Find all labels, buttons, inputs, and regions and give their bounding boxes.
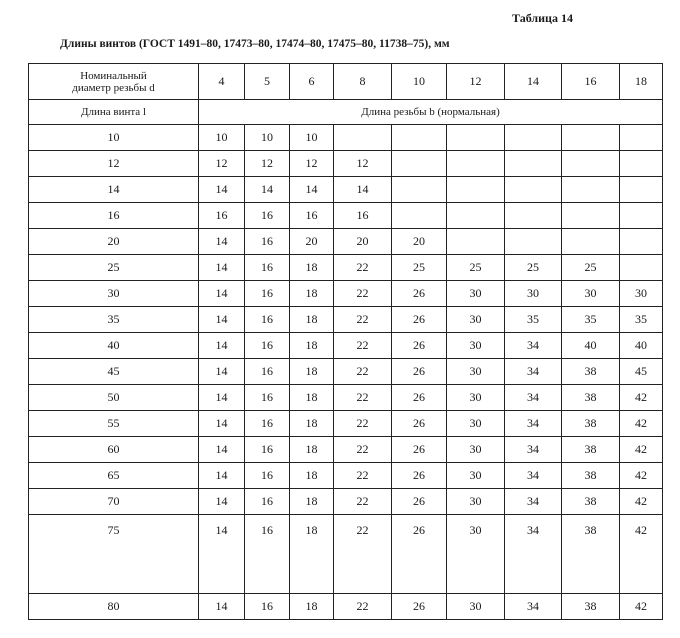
diameter-cell: 5: [245, 64, 290, 100]
thread-length-cell: 16: [334, 203, 392, 229]
table-row: [29, 489, 663, 515]
screw-length-table: [28, 63, 663, 620]
screw-length-cell: 50: [29, 385, 199, 411]
thread-length-cell: [447, 125, 505, 151]
thread-length-cell: 38: [562, 437, 620, 463]
thread-length-cell: [620, 255, 663, 281]
table-row: [29, 307, 663, 333]
thread-length-cell: 14: [199, 463, 245, 489]
screw-length-cell: 25: [29, 255, 199, 281]
thread-length-cell: 30: [562, 281, 620, 307]
thread-length-cell: 42: [620, 489, 663, 515]
thread-length-cell: 10: [199, 125, 245, 151]
diameter-cell: 14: [505, 64, 562, 100]
thread-length-cell: 14: [199, 281, 245, 307]
thread-length-cell: 42: [620, 594, 663, 620]
header-row-labels: [29, 100, 663, 125]
thread-length-cell: 34: [505, 385, 562, 411]
thread-length-cell: [392, 125, 447, 151]
thread-length-cell: 10: [245, 125, 290, 151]
thread-length-cell: 22: [334, 411, 392, 437]
thread-length-cell: 18: [290, 463, 334, 489]
thread-length-cell: 34: [505, 489, 562, 515]
screw-length-cell: 80: [29, 594, 199, 620]
thread-length-cell: 14: [245, 177, 290, 203]
thread-length-cell: 12: [199, 151, 245, 177]
diameter-cell: 8: [334, 64, 392, 100]
thread-length-cell: 40: [620, 333, 663, 359]
table-row: [29, 281, 663, 307]
thread-length-cell: 16: [245, 515, 290, 594]
thread-length-cell: 16: [245, 281, 290, 307]
thread-length-cell: 22: [334, 463, 392, 489]
thread-length-cell: 30: [447, 385, 505, 411]
thread-length-cell: 22: [334, 281, 392, 307]
thread-length-cell: 18: [290, 515, 334, 594]
thread-length-cell: 34: [505, 359, 562, 385]
table-row: [29, 411, 663, 437]
diameter-cell: 4: [199, 64, 245, 100]
screw-length-cell: 20: [29, 229, 199, 255]
thread-length-cell: 22: [334, 437, 392, 463]
thread-length-cell: 45: [620, 359, 663, 385]
thread-length-cell: 14: [199, 489, 245, 515]
thread-length-cell: 30: [447, 463, 505, 489]
thread-length-cell: 18: [290, 385, 334, 411]
table-row: [29, 229, 663, 255]
thread-length-cell: 14: [199, 411, 245, 437]
thread-length-cell: 18: [290, 489, 334, 515]
thread-length-cell: 35: [505, 307, 562, 333]
table-row: [29, 594, 663, 620]
thread-length-cell: 38: [562, 463, 620, 489]
table-row: [29, 125, 663, 151]
thread-length-header-label: Длина резьбы b (нормальная): [199, 100, 663, 125]
thread-length-cell: 16: [245, 463, 290, 489]
thread-length-cell: 18: [290, 411, 334, 437]
thread-length-cell: 12: [245, 151, 290, 177]
thread-length-cell: [447, 229, 505, 255]
thread-length-cell: 14: [199, 255, 245, 281]
table-row: [29, 203, 663, 229]
diameter-cell: 18: [620, 64, 663, 100]
thread-length-cell: 38: [562, 515, 620, 594]
thread-length-cell: 25: [562, 255, 620, 281]
thread-length-cell: 14: [199, 515, 245, 594]
thread-length-cell: 18: [290, 307, 334, 333]
screw-length-cell: 55: [29, 411, 199, 437]
length-header-label: Длина винта l: [29, 100, 199, 125]
thread-length-cell: 38: [562, 385, 620, 411]
thread-length-cell: 25: [447, 255, 505, 281]
diameter-header-label: [29, 64, 199, 100]
screw-length-cell: 30: [29, 281, 199, 307]
thread-length-cell: [505, 151, 562, 177]
thread-length-cell: 18: [290, 437, 334, 463]
screw-length-cell: 65: [29, 463, 199, 489]
thread-length-cell: [392, 151, 447, 177]
thread-length-cell: 30: [620, 281, 663, 307]
thread-length-cell: 16: [290, 203, 334, 229]
table-row: [29, 151, 663, 177]
screw-length-cell: 12: [29, 151, 199, 177]
thread-length-cell: 30: [447, 489, 505, 515]
thread-length-cell: 14: [199, 385, 245, 411]
thread-length-cell: 30: [447, 515, 505, 594]
screw-length-cell: 40: [29, 333, 199, 359]
thread-length-cell: [447, 203, 505, 229]
thread-length-cell: 42: [620, 515, 663, 594]
thread-length-cell: 16: [245, 437, 290, 463]
thread-length-cell: 26: [392, 359, 447, 385]
thread-length-cell: 14: [290, 177, 334, 203]
thread-length-cell: 22: [334, 594, 392, 620]
thread-length-cell: 30: [447, 359, 505, 385]
screw-length-cell: 10: [29, 125, 199, 151]
diameter-label-line2: диаметр резьбы d: [72, 81, 155, 94]
thread-length-cell: 10: [290, 125, 334, 151]
table-row: [29, 333, 663, 359]
thread-length-cell: 14: [199, 594, 245, 620]
table-caption: Длины винтов (ГОСТ 1491–80, 17473–80, 17474–80, 17475–80, 11738–75), мм: [60, 38, 450, 50]
thread-length-cell: [620, 203, 663, 229]
thread-length-cell: 38: [562, 594, 620, 620]
thread-length-cell: 22: [334, 489, 392, 515]
table-row: [29, 177, 663, 203]
thread-length-cell: 26: [392, 385, 447, 411]
thread-length-cell: 20: [334, 229, 392, 255]
thread-length-cell: 14: [199, 437, 245, 463]
thread-length-cell: 14: [199, 229, 245, 255]
thread-length-cell: 30: [447, 281, 505, 307]
thread-length-cell: 34: [505, 411, 562, 437]
thread-length-cell: 12: [290, 151, 334, 177]
thread-length-cell: [562, 229, 620, 255]
table-row: [29, 385, 663, 411]
thread-length-cell: 22: [334, 333, 392, 359]
thread-length-cell: 30: [505, 281, 562, 307]
thread-length-cell: [562, 151, 620, 177]
thread-length-cell: 16: [245, 594, 290, 620]
thread-length-cell: 18: [290, 359, 334, 385]
thread-length-cell: 34: [505, 463, 562, 489]
thread-length-cell: [562, 177, 620, 203]
thread-length-cell: 34: [505, 515, 562, 594]
thread-length-cell: [447, 177, 505, 203]
thread-length-cell: 26: [392, 489, 447, 515]
thread-length-cell: 16: [245, 307, 290, 333]
diameter-cell: 6: [290, 64, 334, 100]
thread-length-cell: 16: [245, 385, 290, 411]
table-row: [29, 463, 663, 489]
screw-length-cell: 35: [29, 307, 199, 333]
screw-length-cell: 45: [29, 359, 199, 385]
thread-length-cell: 12: [334, 151, 392, 177]
thread-length-cell: 42: [620, 437, 663, 463]
thread-length-cell: [620, 229, 663, 255]
thread-length-cell: 14: [334, 177, 392, 203]
diameter-label-line1: Номинальный: [80, 69, 147, 82]
thread-length-cell: 18: [290, 333, 334, 359]
thread-length-cell: 38: [562, 489, 620, 515]
thread-length-cell: 26: [392, 594, 447, 620]
thread-length-cell: 14: [199, 333, 245, 359]
thread-length-cell: 26: [392, 307, 447, 333]
thread-length-cell: 26: [392, 463, 447, 489]
screw-length-cell: 16: [29, 203, 199, 229]
thread-length-cell: 16: [199, 203, 245, 229]
thread-length-cell: 16: [245, 411, 290, 437]
thread-length-cell: 26: [392, 515, 447, 594]
screw-length-cell: 60: [29, 437, 199, 463]
thread-length-cell: 40: [562, 333, 620, 359]
thread-length-cell: [334, 125, 392, 151]
diameter-cell: 10: [392, 64, 447, 100]
thread-length-cell: 34: [505, 437, 562, 463]
table-row: [29, 255, 663, 281]
thread-length-cell: 16: [245, 203, 290, 229]
table-number: Таблица 14: [512, 11, 573, 25]
thread-length-cell: 22: [334, 385, 392, 411]
thread-length-cell: 16: [245, 255, 290, 281]
thread-length-cell: 35: [620, 307, 663, 333]
thread-length-cell: [562, 203, 620, 229]
thread-length-cell: 16: [245, 359, 290, 385]
screw-length-cell: 75: [29, 515, 199, 594]
thread-length-cell: [392, 203, 447, 229]
thread-length-cell: 42: [620, 411, 663, 437]
thread-length-cell: 35: [562, 307, 620, 333]
thread-length-cell: [562, 125, 620, 151]
thread-length-cell: 16: [245, 333, 290, 359]
thread-length-cell: 16: [245, 229, 290, 255]
thread-length-cell: [392, 177, 447, 203]
thread-length-cell: 14: [199, 307, 245, 333]
screw-length-cell: 70: [29, 489, 199, 515]
thread-length-cell: 18: [290, 594, 334, 620]
thread-length-cell: 30: [447, 307, 505, 333]
thread-length-cell: [505, 125, 562, 151]
thread-length-cell: [447, 151, 505, 177]
thread-length-cell: 34: [505, 594, 562, 620]
thread-length-cell: 25: [392, 255, 447, 281]
table-row: [29, 515, 663, 594]
thread-length-cell: 22: [334, 255, 392, 281]
thread-length-cell: 34: [505, 333, 562, 359]
thread-length-cell: 22: [334, 515, 392, 594]
screw-length-cell: 14: [29, 177, 199, 203]
thread-length-cell: 18: [290, 255, 334, 281]
thread-length-cell: 42: [620, 463, 663, 489]
thread-length-cell: 22: [334, 359, 392, 385]
thread-length-cell: 16: [245, 489, 290, 515]
thread-length-cell: 30: [447, 594, 505, 620]
thread-length-cell: 42: [620, 385, 663, 411]
thread-length-cell: 20: [290, 229, 334, 255]
thread-length-cell: [620, 125, 663, 151]
thread-length-cell: 26: [392, 281, 447, 307]
thread-length-cell: 30: [447, 333, 505, 359]
diameter-cell: 12: [447, 64, 505, 100]
thread-length-cell: 26: [392, 333, 447, 359]
thread-length-cell: 30: [447, 411, 505, 437]
header-row-diameters: [29, 64, 663, 100]
thread-length-cell: [620, 177, 663, 203]
thread-length-cell: 38: [562, 359, 620, 385]
thread-length-cell: 25: [505, 255, 562, 281]
thread-length-cell: 30: [447, 437, 505, 463]
thread-length-cell: [505, 177, 562, 203]
thread-length-cell: 14: [199, 177, 245, 203]
thread-length-cell: 38: [562, 411, 620, 437]
thread-length-cell: 26: [392, 411, 447, 437]
thread-length-cell: 26: [392, 437, 447, 463]
thread-length-cell: [505, 229, 562, 255]
thread-length-cell: 20: [392, 229, 447, 255]
thread-length-cell: [620, 151, 663, 177]
thread-length-cell: 22: [334, 307, 392, 333]
table-row: [29, 437, 663, 463]
table-row: [29, 359, 663, 385]
thread-length-cell: [505, 203, 562, 229]
diameter-cell: 16: [562, 64, 620, 100]
thread-length-cell: 14: [199, 359, 245, 385]
thread-length-cell: 18: [290, 281, 334, 307]
